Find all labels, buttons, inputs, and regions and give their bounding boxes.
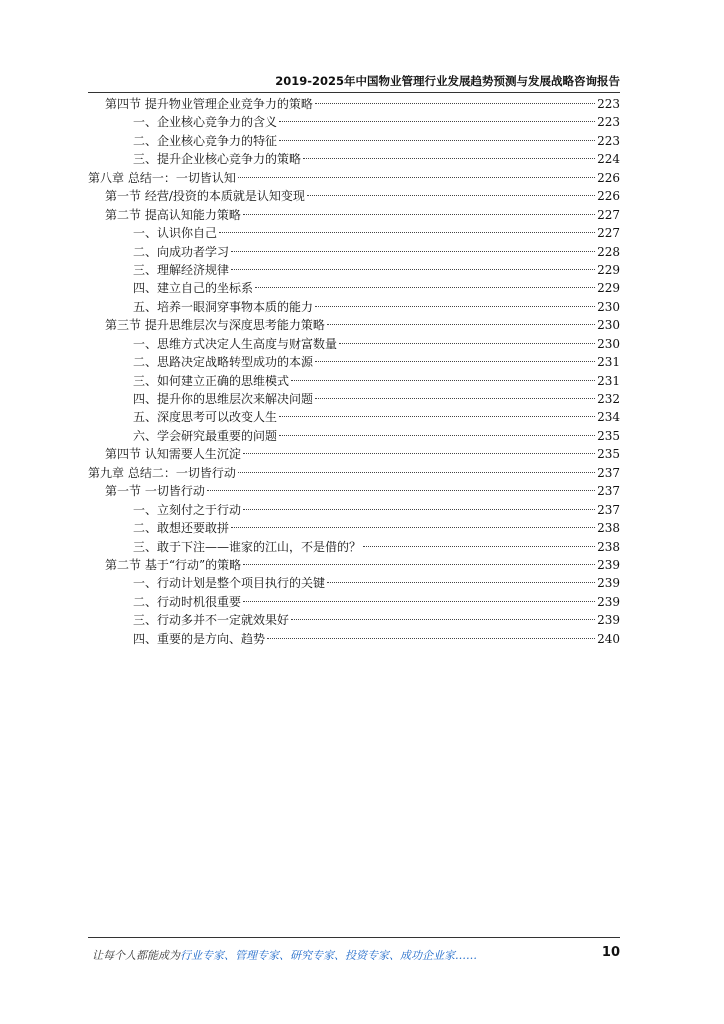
toc-dot-leader xyxy=(238,177,595,178)
toc-entry-title: 六、学会研究最重要的问题 xyxy=(133,428,278,443)
toc-entry-page: 230 xyxy=(597,299,620,314)
toc-entry-page: 229 xyxy=(597,281,620,296)
toc-entry-title: 第二节 提高认知能力策略 xyxy=(105,207,241,222)
toc-chapter[interactable] xyxy=(88,464,620,482)
toc-entry-title: 三、如何建立正确的思维模式 xyxy=(133,373,290,388)
toc-dot-leader xyxy=(291,619,595,620)
toc-entry-page: 231 xyxy=(597,355,620,370)
toc-section[interactable] xyxy=(88,556,620,574)
toc-subsection[interactable] xyxy=(88,113,620,131)
toc-dot-leader xyxy=(315,306,595,307)
toc-entry-page: 223 xyxy=(597,115,620,130)
page-header xyxy=(88,70,620,93)
toc-subsection[interactable] xyxy=(88,224,620,242)
toc-dot-leader xyxy=(315,103,595,104)
toc-dot-leader xyxy=(243,509,595,510)
table-of-contents xyxy=(88,95,620,648)
toc-entry-title: 二、思路决定战略转型成功的本源 xyxy=(133,355,314,370)
toc-subsection[interactable] xyxy=(88,611,620,629)
toc-entry-title: 二、敢想还要敢拼 xyxy=(133,521,230,536)
toc-dot-leader xyxy=(327,582,595,583)
toc-entry-title: 一、立刻付之于行动 xyxy=(133,502,242,517)
toc-dot-leader xyxy=(243,564,595,565)
toc-dot-leader xyxy=(327,324,595,325)
toc-dot-leader xyxy=(219,232,595,233)
toc-subsection[interactable] xyxy=(88,390,620,408)
toc-dot-leader xyxy=(243,214,595,215)
toc-entry-page: 224 xyxy=(597,152,620,167)
toc-entry-page: 239 xyxy=(597,594,620,609)
toc-entry-title: 五、深度思考可以改变人生 xyxy=(133,410,278,425)
toc-subsection[interactable] xyxy=(88,335,620,353)
toc-subsection[interactable] xyxy=(88,132,620,150)
toc-subsection[interactable] xyxy=(88,353,620,371)
toc-entry-page: 234 xyxy=(597,410,620,425)
toc-entry-page: 240 xyxy=(597,631,620,646)
toc-entry-page: 231 xyxy=(597,373,620,388)
toc-dot-leader xyxy=(267,638,595,639)
toc-subsection[interactable] xyxy=(88,538,620,556)
toc-subsection[interactable] xyxy=(88,243,620,261)
toc-entry-page: 239 xyxy=(597,557,620,572)
report-title: 2019-2025年中国物业管理行业发展趋势预测与发展战略咨询报告 xyxy=(275,74,620,88)
toc-entry-title: 四、提升你的思维层次来解决问题 xyxy=(133,392,314,406)
toc-dot-leader xyxy=(231,527,595,528)
page-number: 10 xyxy=(601,945,620,960)
toc-subsection[interactable] xyxy=(88,298,620,316)
toc-entry-page: 226 xyxy=(597,189,620,204)
toc-entry-page: 235 xyxy=(597,428,620,443)
toc-entry-title: 第二节 基于“行动”的策略 xyxy=(105,557,242,572)
toc-dot-leader xyxy=(255,287,595,288)
toc-subsection[interactable] xyxy=(88,519,620,537)
toc-dot-leader xyxy=(315,398,595,399)
toc-entry-title: 三、行动多并不一定就效果好 xyxy=(133,613,290,628)
slogan-prefix: 让每个人都能成为 xyxy=(92,949,180,962)
toc-subsection[interactable] xyxy=(88,593,620,611)
toc-subsection[interactable] xyxy=(88,630,620,648)
toc-entry-page: 238 xyxy=(597,539,620,554)
footer-divider xyxy=(88,937,620,938)
toc-entry-page: 237 xyxy=(597,484,620,499)
toc-entry-title: 第一节 经营/投资的本质就是认知变现 xyxy=(105,189,305,204)
toc-entry-page: 223 xyxy=(597,97,620,111)
toc-dot-leader xyxy=(238,472,595,473)
toc-entry-title: 第四节 认知需要人生沉淀 xyxy=(105,447,241,462)
toc-dot-leader xyxy=(279,416,595,417)
toc-entry-page: 239 xyxy=(597,576,620,591)
toc-chapter[interactable] xyxy=(88,169,620,187)
toc-dot-leader xyxy=(279,121,595,122)
toc-entry-title: 五、培养一眼洞穿事物本质的能力 xyxy=(133,299,314,314)
toc-dot-leader xyxy=(279,435,595,436)
toc-entry-page: 230 xyxy=(597,336,620,351)
toc-entry-page: 227 xyxy=(597,226,620,241)
toc-subsection[interactable] xyxy=(88,408,620,426)
toc-entry-page: 226 xyxy=(597,170,620,185)
toc-entry-title: 二、企业核心竞争力的特征 xyxy=(133,133,278,148)
toc-section[interactable] xyxy=(88,187,620,205)
toc-section[interactable] xyxy=(88,95,620,113)
toc-section[interactable] xyxy=(88,482,620,500)
toc-entry-title: 三、理解经济规律 xyxy=(133,262,230,277)
toc-entry-title: 二、行动时机很重要 xyxy=(133,594,242,609)
toc-entry-page: 223 xyxy=(597,133,620,148)
toc-entry-page: 239 xyxy=(597,613,620,628)
toc-entry-page: 230 xyxy=(597,318,620,333)
toc-section[interactable] xyxy=(88,316,620,334)
toc-entry-title: 第三节 提升思维层次与深度思考能力策略 xyxy=(105,318,325,333)
toc-dot-leader xyxy=(243,453,595,454)
toc-subsection[interactable] xyxy=(88,150,620,168)
toc-entry-page: 227 xyxy=(597,207,620,222)
toc-entry-title: 四、重要的是方向、趋势 xyxy=(133,631,266,646)
toc-entry-title: 二、向成功者学习 xyxy=(133,244,230,259)
toc-dot-leader xyxy=(231,251,595,252)
toc-dot-leader xyxy=(303,158,595,159)
toc-subsection[interactable] xyxy=(88,574,620,592)
toc-subsection[interactable] xyxy=(88,501,620,519)
toc-entry-title: 第四节 提升物业管理企业竞争力的策略 xyxy=(105,97,313,111)
toc-entry-title: 第八章 总结一：一切皆认知 xyxy=(88,170,236,185)
toc-dot-leader xyxy=(363,546,595,547)
toc-subsection[interactable] xyxy=(88,427,620,445)
toc-dot-leader xyxy=(315,361,595,362)
toc-dot-leader xyxy=(307,195,595,196)
toc-section[interactable] xyxy=(88,445,620,463)
toc-entry-page: 229 xyxy=(597,262,620,277)
toc-entry-page: 237 xyxy=(597,502,620,517)
footer-slogan xyxy=(92,947,477,963)
toc-entry-title: 一、思维方式决定人生高度与财富数量 xyxy=(133,336,338,351)
toc-entry-title: 第九章 总结二：一切皆行动 xyxy=(88,465,236,480)
toc-section[interactable] xyxy=(88,206,620,224)
toc-entry-title: 一、行动计划是整个项目执行的关键 xyxy=(133,576,326,591)
toc-entry-title: 一、企业核心竞争力的含义 xyxy=(133,115,278,130)
toc-subsection[interactable] xyxy=(88,261,620,279)
toc-dot-leader xyxy=(243,601,595,602)
toc-subsection[interactable] xyxy=(88,279,620,297)
toc-dot-leader xyxy=(207,490,595,491)
toc-entry-title: 一、认识你自己 xyxy=(133,226,218,241)
toc-dot-leader xyxy=(339,343,595,344)
toc-dot-leader xyxy=(291,380,595,381)
toc-entry-title: 第一节 一切皆行动 xyxy=(105,484,205,499)
slogan-highlight: 行业专家、管理专家、研究专家、投资专家、成功企业家…… xyxy=(180,949,477,962)
toc-entry-title: 四、建立自己的坐标系 xyxy=(133,281,254,296)
toc-dot-leader xyxy=(279,140,595,141)
toc-entry-page: 228 xyxy=(597,244,620,259)
toc-entry-title: 三、敢于下注——谁家的江山，不是借的？ xyxy=(133,539,362,554)
toc-entry-page: 238 xyxy=(597,521,620,536)
toc-entry-title: 三、提升企业核心竞争力的策略 xyxy=(133,152,302,167)
toc-entry-page: 237 xyxy=(597,465,620,480)
toc-entry-page: 235 xyxy=(597,447,620,462)
toc-dot-leader xyxy=(231,269,595,270)
toc-subsection[interactable] xyxy=(88,372,620,390)
toc-entry-page: 232 xyxy=(597,392,620,406)
